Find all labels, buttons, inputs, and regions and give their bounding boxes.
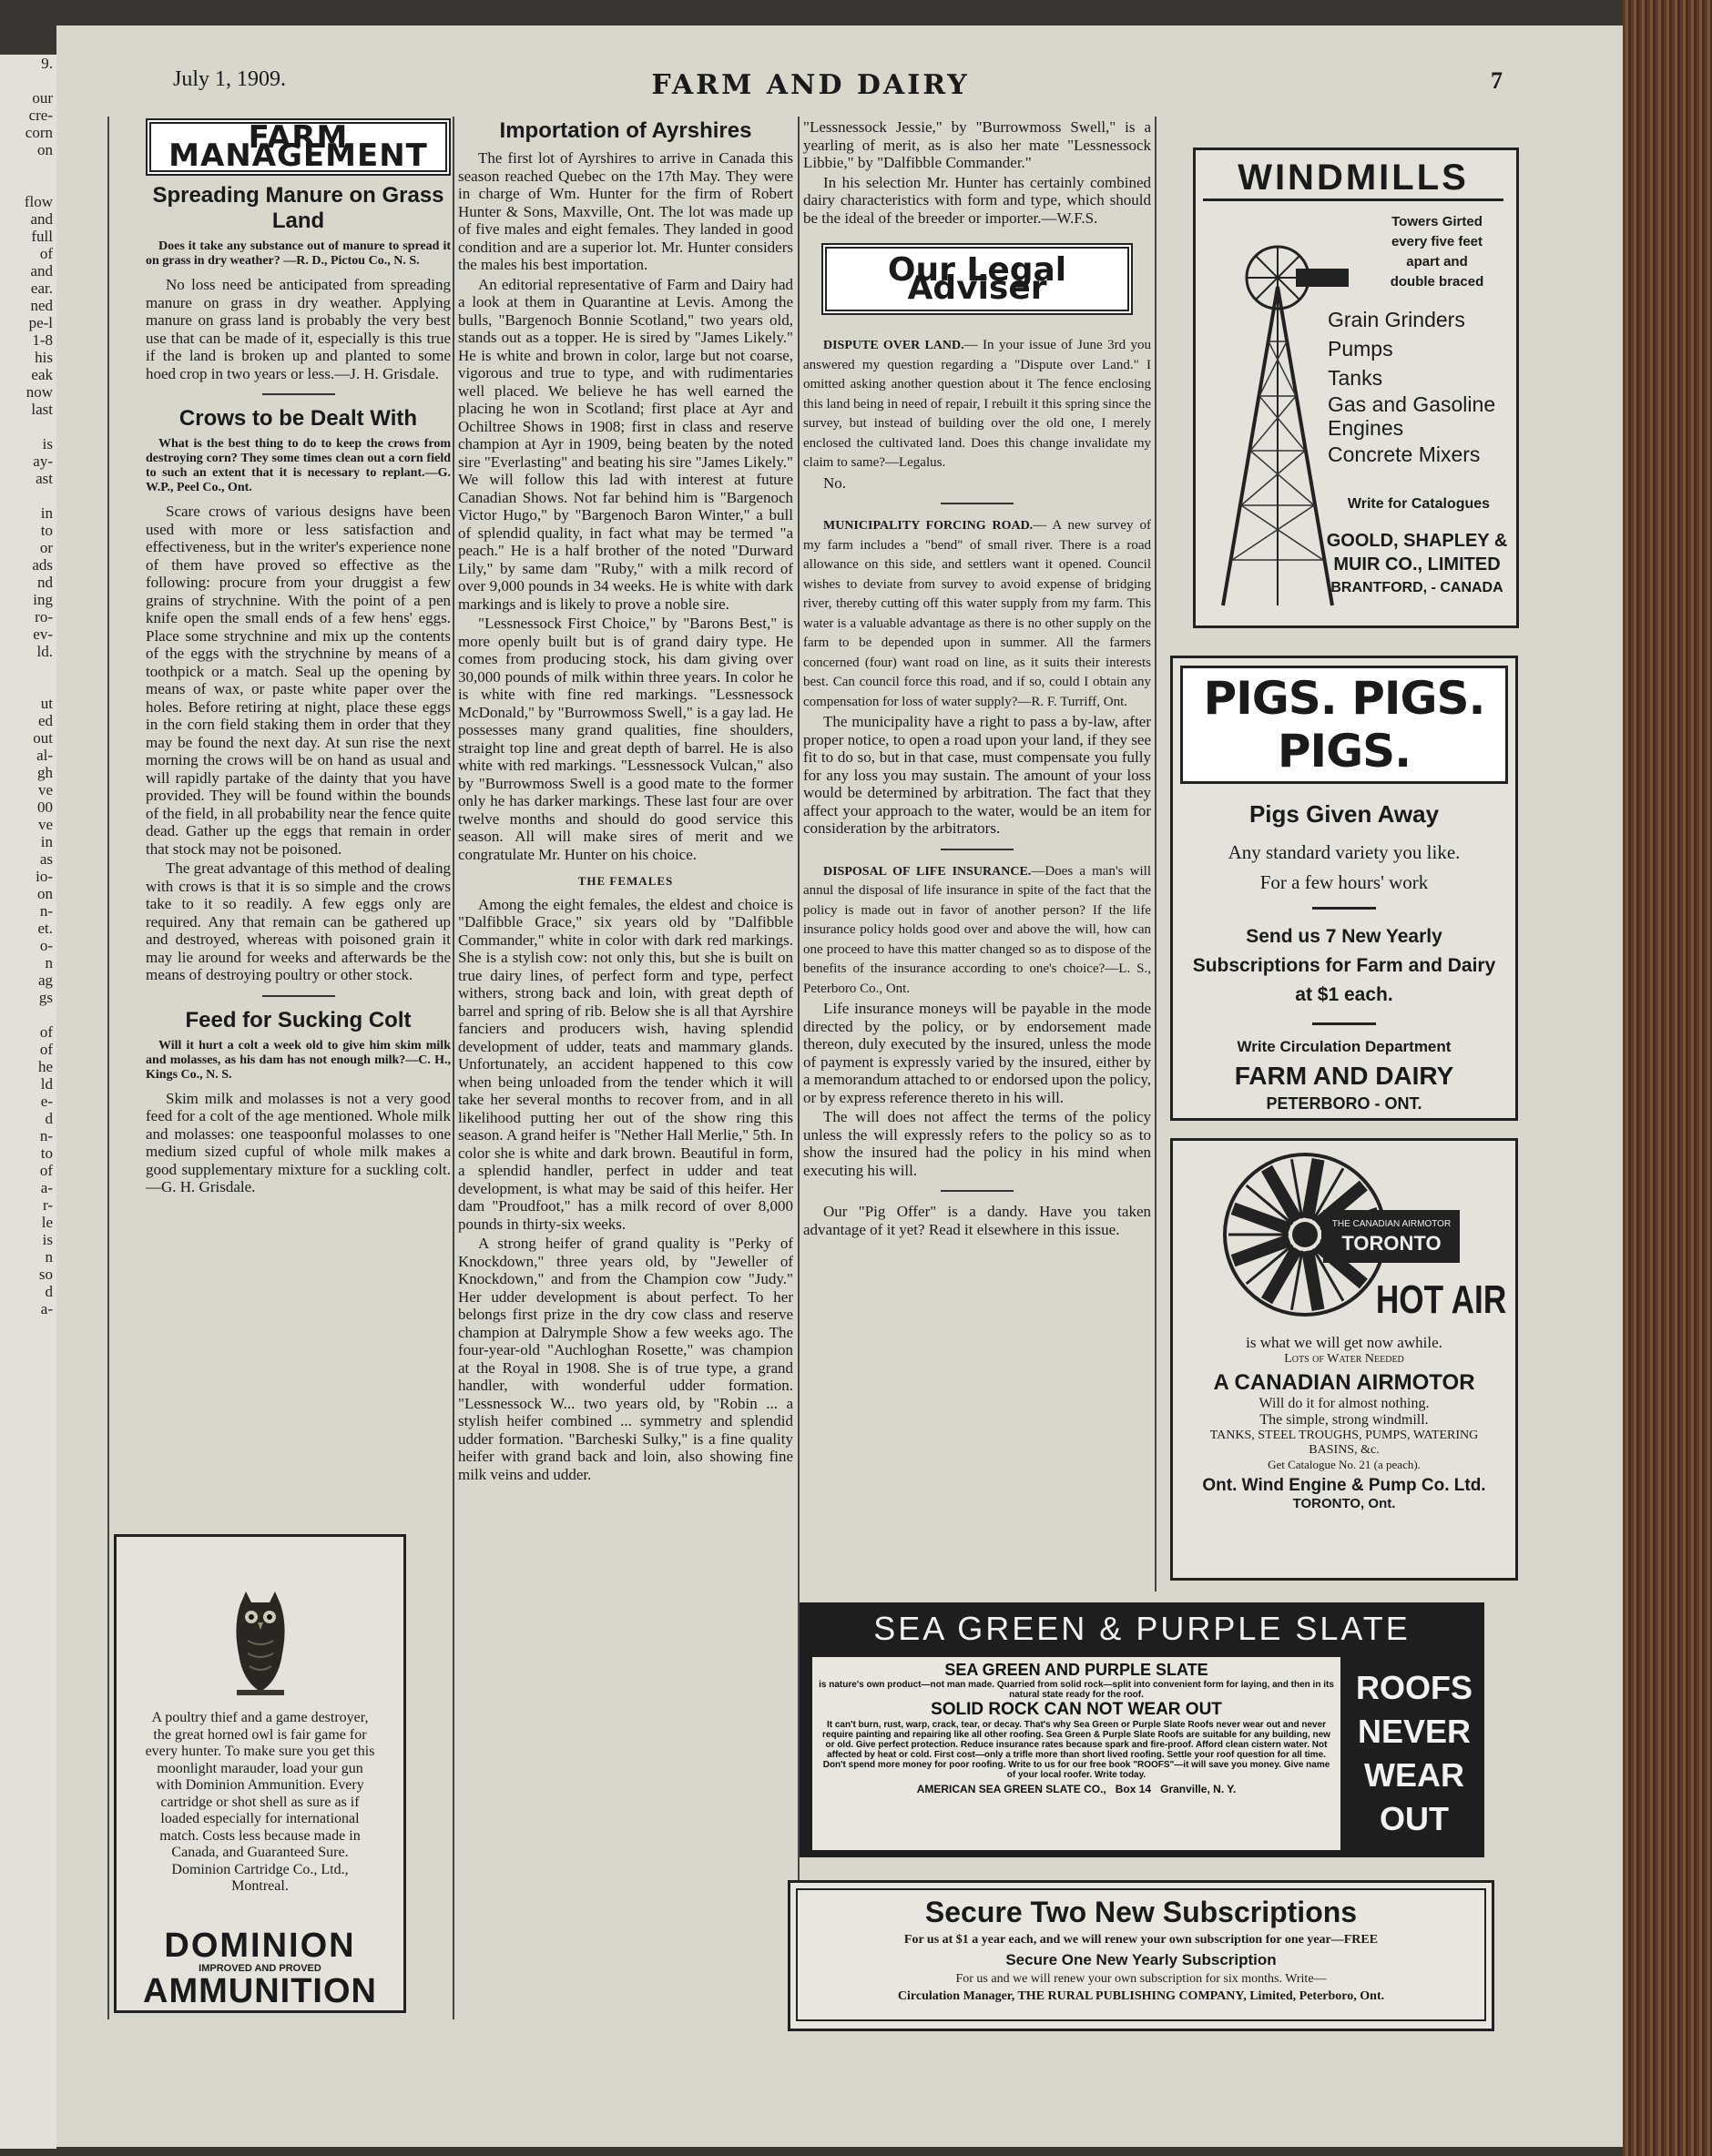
column-rule	[1155, 117, 1157, 1592]
strip-fragment: d	[45, 1283, 53, 1300]
strip-fragment: r-	[43, 1196, 53, 1214]
divider	[941, 503, 1014, 504]
strip-fragment: last	[31, 401, 53, 418]
article-paragraph: "Lessnessock Jessie," by "Burrowmoss Swell," is a yearling of merit, as is also her mate "Lessnessock Libbie," by "Dalfibble Commander."	[803, 118, 1151, 171]
article-paragraph: An editorial representative of Farm and Dairy had a look at them in Quarantine at Levis. Among the bulls, "Bargenoch Bonnie Scotland," two years old, stands out as a topper. He is sired by "James Likely." He is white and brown in color, large but not coarse, vigorous and true to type, and with rudimentaries well placed. We believe he has well earned the placing he won in Scotland; first place at Ayr and Ochiltree Shows in 1908; first in class and reserve champion at Ayr in 1909, being beaten by the noted sire "Everlasting" and beating his sire "James Likely." We will follow this lad with interest at future Canadian Shows. Not far behind him is "Bargenoch Victor Hugo," by "Bargenoch Baron Winter," a bull of splendid quality, in fact what may be termed "a peach." He is a half brother of the noted "Durward Lily," by same dam "Ruby," with a milk record of over 9,000 pounds in 34 weeks. He is white with dark markings and is likely to prove a noble sire.	[458, 275, 793, 613]
strip-fragment: and	[30, 210, 53, 228]
subheading: THE FEMALES	[577, 874, 674, 888]
strip-fragment: n	[45, 1248, 53, 1266]
strip-fragment: ed	[37, 712, 53, 729]
reader-question: —Does a man's will annul the disposal of life insurance in spite of the fact that the policy is made out in favor of another person? If the life insurance policy holds good over and above the will, how can one proceed to have this matter changed so as to dispose of the benefits of the insurance according to one's choice?—L. S., Peterboro Co., Ont.	[803, 863, 1151, 996]
ad-body: SEA GREEN AND PURPLE SLATE is nature's own product—not man made. Quarried from solid rock—split into convenient form for laying, and then in its natural state ready for the roof. SOLID ROCK CAN NOT WEAR OUT It can't burn, rust, warp, crack, tear, or decay. That's why Sea Green or Purple Slate Roofs never wear out and never require painting and repairing like all other roofing. Sea Green & Purple Slate Roofs are suitable for any building, new or old. Give perfect protection. Reduce insurance rates because spark and fire-proof. Afford clean cistern water. Not affected by heat or cold. First cost—only a trifle more than short lived roofing. Settle your roof question for all time. Don't spend more money for poor roofing. Write to us for our free book "ROOFS"—it will save you money. Give name of your local roofer. Write today. AMERICAN SEA GREEN SLATE CO., Box 14 Granville, N. Y.	[812, 1657, 1340, 1850]
column-3: "Lessnessock Jessie," by "Burrowmoss Swell," is a yearling of merit, as is also her mate "Lessnessock Libbie," by "Dalfibble Commander." In his selection Mr. Hunter has certainly combined dairy characteristics with form and type, which should be the ideal of the breeder or importer.—W.F.S. Our Legal Adviser DISPUTE OVER LAND.— In your issue of June 3rd you answered my question regarding a "Dispute over Land." I omitted asking another question about it The fence enclosing this land being in need of repair, I rebuilt it this spring since the survey, but instead of building over the old one, I merely enclosed the cultivated land. Does this change invalidate my claim to same?—Legalus. No. MUNICIPALITY FORCING ROAD.— A new survey of my farm includes a "bend" of small river. There is a road allowance on this side, and settlers want it opened. Council wishes to deviate from survey to avoid expense of bridging river, thereby cutting off this water supply from my farm. This water is a valuable advantage as there is no other supply on the farm to be depended upon in summer. All the farmers concerned (four) want road on line, as it suits their interests best. Can council force this road, and if so, could I obtain any compensation for loss of water supply?—R. F. Turriff, Ont. The municipality have a right to pass a by-law, after proper notice, to open a road upon your land, if they see fit to do so, but in that case, must compensate you fully for any loss you may sustain. The amount of your loss would be determined by arbitration. The fact that they affect your approach to the water, would be an item for consideration by the arbitrators. DISPOSAL OF LIFE INSURANCE.—Does a man's will annul the disposal of life insurance in spite of the fact that the policy is made out in favor of another person? If the life insurance policy holds good over and above the will, how can one proceed to have this matter changed so as to dispose of the benefits of the insurance according to one's choice?—L. S., Peterboro Co., Ont. Life insurance moneys will be payable in the mode directed by the policy, or by endorsement made thereon, duly executed by the insured, unless the mode of payment is expressly varied by the insured, either by a memorandum attached to or endorsed upon the policy, or by express reference thereto in his will. The will does not affect the terms of the policy unless the will expressly refers to the policy so as to show the insured had the policy in his mind when executing his will. Our "Pig Offer" is a dandy. Have you taken advantage of it yet? Read it elsewhere in this issue.	[803, 118, 1151, 1238]
strip-fragment: corn	[25, 124, 53, 141]
strip-fragment: eak	[31, 366, 53, 383]
strip-fragment: ro-	[35, 608, 53, 625]
strip-fragment: io-	[36, 868, 53, 885]
ad-copy: A poultry thief and a game destroyer, the great horned owl is fair game for every hunter. To make sure you get this moonlight marauder, load your gun with Dominion Ammunition. Every cartridge or shot shell as sure as if loaded especially for international match. Costs less because made in Canada, and Guaranteed Sure. Dominion Cartridge Co., Ltd., Montreal.	[145, 1710, 375, 1894]
ad-copy: is what we will get now awhile. Lots of Water Needed A CANADIAN AIRMOTOR Will do it for almost nothing. The simple, strong windmill. TANKS, STEEL TROUGHS, PUMPS, WATERING BASINS, &c. Get Catalogue No. 21 (a peach). Ont. Wind Engine & Pump Co. Ltd. TORONTO, Ont.	[1202, 1334, 1486, 1511]
strip-fragment: ing	[33, 591, 53, 608]
wheel-blade	[1233, 1208, 1289, 1229]
strip-fragment: ld	[40, 1075, 53, 1093]
page-number: 7	[1491, 67, 1503, 94]
column-1	[146, 118, 451, 1493]
strip-fragment: ast	[36, 470, 53, 487]
article-title: Spreading Manure on Grass Land	[152, 183, 444, 233]
strip-fragment	[0, 487, 56, 504]
strip-fragment: of	[39, 245, 53, 262]
reader-question: — In your issue of June 3rd you answered my question regarding a "Dispute over Land." I omitted asking another question about it The fence enclosing this land being in need of repair, I rebuilt it this spring since the survey, but instead of building over the old one, I merely enclosed the cultivated land. Does this change invalidate my claim to same?—Legalus.	[803, 338, 1151, 470]
reader-question: Does it take any substance out of manure to spread it on grass in dry weather? —R. D., Pictou Co., N. S.	[146, 239, 451, 268]
strip-fragment: our	[32, 89, 53, 107]
strip-fragment: full	[31, 228, 53, 245]
strip-fragment: so	[38, 1266, 53, 1283]
article-paragraph: In his selection Mr. Hunter has certainly combined dairy characteristics with form and type, which should be the ideal of the breeder or importer.—W.F.S.	[803, 173, 1151, 227]
divider	[941, 1190, 1014, 1192]
dominion-logo: DOMINION IMPROVED AND PROVED AMMUNITION	[143, 1927, 377, 2010]
pigs-ad: PIGS. PIGS. PIGS. Pigs Given Away Any standard variety you like. For a few hours' work Send us 7 New Yearly Subscriptions for Farm and Dairy at $1 each. Write Circulation Department FARM AND DAIRY PETERBORO - ONT.	[1170, 656, 1518, 1121]
strip-fragment: ag	[37, 971, 53, 989]
strip-fragment	[0, 418, 56, 435]
wheel-blade	[1267, 1168, 1297, 1220]
strip-fragment: a-	[40, 1179, 53, 1196]
strip-fragment: gs	[38, 989, 53, 1006]
strip-fragment: al-	[36, 747, 53, 764]
strip-fragment: 00	[37, 798, 53, 816]
wheel-label: TORONTO	[1341, 1232, 1442, 1255]
strip-fragment	[0, 176, 56, 193]
strip-fragment	[0, 72, 56, 89]
strip-fragment: n	[45, 954, 53, 971]
article-paragraph: The first lot of Ayrshires to arrive in Canada this season reached Quebec on the 17th May. They were in charge of Wm. Hunter for the firm of Robert Hunter & Sons, Maxville, Ont. The lot was made up of five males and eight females. They landed in good condition and are a superior lot. Mr. Hunter considers the males his best importation.	[458, 149, 793, 273]
strip-fragment: as	[39, 850, 53, 868]
reader-question: — A new survey of my farm includes a "bend" of small river. There is a road allowance on this side, and settlers want it opened. Council wishes to deviate from survey to avoid expense of bridging river, thereby cutting off this water supply from my farm. This water is a valuable advantage as there is no other supply on the farm to be depended upon in summer. All the farmers concerned (four) want road on line, as it suits their interests best. Can council force this road, and if so, could I obtain any compensation for loss of water supply?—R. F. Turriff, Ont.	[803, 518, 1151, 709]
strip-fragment: and	[30, 262, 53, 280]
divider	[941, 849, 1014, 850]
book-binding	[1623, 0, 1712, 2156]
strip-fragment: ve	[37, 816, 53, 833]
article-title: Importation of Ayrshires	[499, 118, 752, 143]
ad-title: PIGS. PIGS. PIGS.	[1180, 666, 1508, 784]
reader-question: What is the best thing to do to keep the crows from destroying corn? They some times clean out a corn field to such an extent that it is necessary to replant.—G. W.P., Peel Co., Ont.	[146, 437, 451, 494]
strip-fragment: ld.	[36, 643, 53, 660]
strip-fragment: or	[39, 539, 53, 556]
windmill-tagline: Towers Girted every five feet apart and double braced	[1390, 214, 1484, 290]
ad-title: SEA GREEN & PURPLE SLATE	[873, 1610, 1411, 1647]
slate-roof-ad	[800, 1602, 1484, 1857]
article-paragraph: Skim milk and molasses is not a very good feed for a colt of the age mentioned. Whole milk and molasses: one teaspoonful molasses to one medium sized cupful of whole milk makes a good supplementary mixture for a suckling colt.—G. H. Grisdale.	[146, 1089, 451, 1195]
windmills-ad: WINDMILLS Towers Girted every five feet apart and double braced Grain Grinders Pumps Tanks Gas and Gasoline Engines Concrete Mixers Write for Catalogues GOOLD, SHAPLEY & MUIR CO., LIMITED BRANTFORD, - CANADA	[1193, 147, 1519, 628]
roofs-never-wear-out: ROOFS NEVER WEAR OUT	[1355, 1669, 1473, 1837]
reader-question: Will it hurt a colt a week old to give him skim milk and molasses, as his dam has not enough milk?—C. H., Kings Co., N. S.	[146, 1038, 451, 1082]
answer: Life insurance moneys will be payable in the mode directed by the policy, or by endorsement made thereon, duly executed by the insured, unless the mode of payment is expressly varied by the insured, either by a memorandum attached to or endorsed upon the policy, or by express reference thereto in his will.	[803, 1000, 1151, 1106]
owl-illustration	[228, 1590, 293, 1697]
strip-fragment: to	[40, 1144, 53, 1162]
strip-fragment: nd	[37, 574, 53, 591]
ad-title: WINDMILLS	[1203, 158, 1503, 201]
strip-fragment: on	[37, 141, 53, 158]
column-rule	[107, 117, 109, 2019]
section-banner-legal-adviser: Our Legal Adviser	[821, 243, 1133, 315]
ad-title: Secure Two New Subscriptions	[924, 1896, 1358, 1928]
masthead-title: FARM AND DAIRY	[651, 69, 970, 101]
strip-fragment: le	[41, 1214, 53, 1231]
column-rule	[453, 117, 454, 2019]
wheel-blade	[1233, 1240, 1289, 1261]
strip-fragment: et.	[37, 920, 53, 937]
strip-fragment: n-	[39, 902, 53, 920]
pig-offer-note: Our "Pig Offer" is a dandy. Have you taken advantage of it yet? Read it elsewhere in this issue.	[803, 1203, 1151, 1238]
divider	[262, 393, 335, 395]
column-2	[458, 118, 793, 2021]
strip-fragment: ve	[37, 781, 53, 798]
strip-fragment: his	[35, 349, 53, 366]
product-list: Grain Grinders Pumps Tanks Gas and Gasoline Engines Concrete Mixers	[1328, 308, 1496, 466]
strip-fragment: in	[40, 504, 53, 522]
strip-fragment: cre-	[28, 107, 53, 124]
strip-fragment	[0, 1006, 56, 1023]
article-title: Feed for Sucking Colt	[185, 1007, 412, 1032]
strip-fragment: o-	[39, 937, 53, 954]
company-name: GOOLD, SHAPLEY & MUIR CO., LIMITED BRANTFORD, - CANADA	[1326, 531, 1508, 595]
strip-fragment: e-	[40, 1093, 53, 1110]
strip-fragment: ear.	[30, 280, 53, 297]
strip-fragment: ay-	[33, 453, 53, 470]
strip-fragment: of	[39, 1023, 53, 1041]
strip-fragment: ads	[32, 556, 53, 574]
strip-fragment: of	[39, 1162, 53, 1179]
subscriptions-ad: Secure Two New Subscriptions For us at $1 a year each, and we will renew your own subscription for one year—FREE Secure One New Yearly Subscription For us and we will renew your own subscription for six months. Write— Circulation Manager, THE RURAL PUBLISHING COMPANY, Limited, Peterboro, Ont.	[788, 1880, 1494, 2031]
article-paragraph: Scare crows of various designs have been used with more or less satisfaction and effectiveness, but in the writer's experience none of them have proved so effective as the following: procure from your druggist a few grains of strychnine. With the point of a pen knife open the small ends of a few hens' eggs. Place some strychnine and mix up the contents of the eggs with the strychnine by means of a toothpick or a match. Seal up the opening by means of wax, or paste white paper over the holes. Before retiring at night, place these eggs in the corn field staking them in order that they may be found the next day. At sun rise the next morning the crows will be on hand as usual and will rapidly partake of the dainty that you have provided. They will be found within the bounds of the field, in all probability near the fence quite dead. Gather up the eggs that remain in order that stock may not be poisoned.	[146, 503, 451, 858]
article-paragraph: Among the eight females, the eldest and choice is "Dalfibble Grace," six years old by "Dalfibble Commander," white in color with dark red markings. She is a stylish cow: not only this, but she is built on true dairy lines, of perfect form and type, perfect withers, strong back and loin, with great depth of barrel and spring of rib. Below she is all that Ayrshire fanciers and producers wish, having splendid development of udder, teats and mammary glands. Unfortunately, an accident happened to this cow when being unloaded from the tender which it will take her several months to recover from, and in all likelihood putting her out of the show ring this season. A grand heifer is "Nether Hall Merlie," 5th. In color she is white and dark brown. Beautiful in form, a splendid handler, perfect in udder and teat development, is what may be said of this heifer. Her dam "Proudfoot," has a milk record of over 8,000 pounds in thirty-six weeks.	[458, 895, 793, 1233]
strip-fragment: pe-l	[28, 314, 53, 331]
divider	[262, 995, 335, 997]
issue-date: July 1, 1909.	[173, 67, 287, 91]
article-paragraph: A strong heifer of grand quality is "Perky of Knockdown," three years old, by "Jeweller of Knockdown," and from the Champion cow "Judy." Her udder development is about perfect. To her belongs first prize in the dry cow class and reserve champion at Dalrymple Show a few weeks ago. The four-year-old "Auchloghan Rosette," was champion at the Royal in 1908. She is of true type, a grand handler, with wonderful udder formation. "Lessnessock W... two years old, by "Robin ... a stylish heifer combined ... symmetry and splendid udder formation. "Barcheski Sulky," is a fine quality heifer with grand back and loin, also showing fine milk veins and udder.	[458, 1235, 793, 1483]
answer: The municipality have a right to pass a by-law, after proper notice, to open a road upon your land, if they see fit to do so, but in that case, must compensate you fully for any loss you may sustain. The amount of your loss would be determined by arbitration. The fact that they affect your approach to the water, would be an item for consideration by the arbitrators.	[803, 713, 1151, 837]
strip-fragment: ned	[30, 297, 53, 314]
section-banner-farm-management: FARM MANAGEMENT	[146, 118, 451, 176]
page-header	[118, 46, 1503, 101]
strip-fragment: 1-8	[32, 331, 53, 349]
strip-fragment: in	[40, 833, 53, 850]
answer: The will does not affect the terms of the policy unless the will expressly refers to the policy so as to show the insured had the policy in his mind when executing his will.	[803, 1108, 1151, 1179]
strip-fragment	[0, 660, 56, 677]
strip-fragment: a-	[40, 1300, 53, 1317]
article-title: Crows to be Dealt With	[178, 406, 418, 431]
strip-fragment: gh	[37, 764, 53, 781]
answer: No.	[823, 473, 847, 492]
strip-fragment: to	[40, 522, 53, 539]
dominion-ammunition-ad	[114, 1534, 406, 2013]
strip-fragment: is	[42, 1231, 53, 1248]
strip-fragment: flow	[24, 193, 53, 210]
strip-fragment: out	[33, 729, 53, 747]
strip-fragment: on	[37, 885, 53, 902]
strip-fragment: ev-	[33, 625, 53, 643]
article-paragraph: The great advantage of this method of dealing with crows is that it is so simple and the crows take to it so readily. A few eggs only are required. Any that remain can be gathered up and destroyed, whereas with poisoned grain it may lie around for weeks and afterwards be the means of destroying poultry or other stock.	[146, 859, 451, 983]
article-paragraph: No loss need be anticipated from spreading manure on grass in dry weather. Applying manure on grass land is probably the very best use that can be made of it, especially is this true if the land is broken up and planted to some hoed crop in two years or less.—J. H. Grisdale.	[146, 276, 451, 382]
wheel-label: THE CANADIAN AIRMOTOR	[1331, 1219, 1452, 1229]
strip-fragment	[0, 677, 56, 695]
wheel-blade	[1267, 1249, 1297, 1301]
hot-air-heading: HOT AIR	[1375, 1277, 1506, 1322]
strip-fragment: of	[39, 1041, 53, 1058]
previous-page-edge	[0, 55, 56, 2149]
strip-fragment: is	[42, 435, 53, 453]
article-paragraph: "Lessnessock First Choice," by "Barons Best," is more openly built but is of grand dairy type. He comes from producing stock, his dam giving over 30,000 pounds of milk within three years. In color he is white with fine red markings. "Lessnessock McDonald," by "Burrowmoss Swell," is a gay lad. He possesses many grand qualities, fine shoulders, straight top line and great depth of barrel. He is also white with red markings. "Lessnessock Vulcan," also by "Burrowmoss Swell is a good mate to the former only he has darker markings. These last four are over twelve months and should do good service this season. All will make sires of merit and we congratulate Mr. Hunter on his choice.	[458, 615, 793, 863]
strip-fragment	[0, 158, 56, 176]
strip-fragment: now	[25, 383, 53, 401]
strip-fragment: he	[37, 1058, 53, 1075]
wheel-blade	[1308, 1251, 1318, 1310]
wheel-blade	[1308, 1159, 1318, 1218]
strip-fragment: ut	[40, 695, 53, 712]
strip-fragment: n-	[39, 1127, 53, 1144]
airmotor-ad	[1170, 1138, 1518, 1581]
strip-fragment: d	[45, 1110, 53, 1127]
strip-fragment: 9.	[41, 55, 53, 72]
